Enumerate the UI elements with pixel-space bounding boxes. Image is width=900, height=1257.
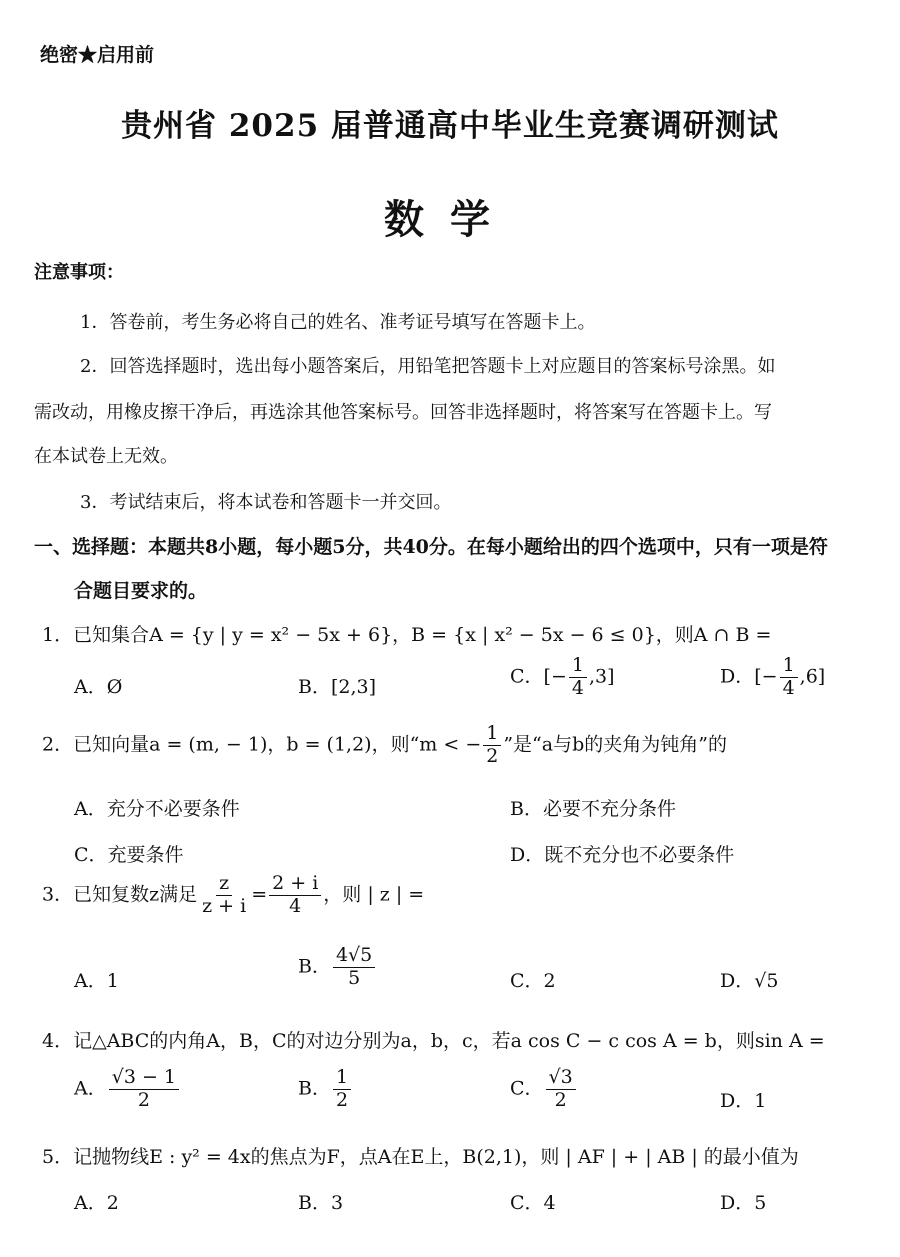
q3-option-c: C．2 <box>510 970 556 992</box>
q4-b-num: 1 <box>333 1068 351 1090</box>
q4-c-fraction <box>546 1068 576 1111</box>
q1-c-den: 4 <box>571 676 584 699</box>
q4-option-b <box>298 1068 353 1111</box>
section-1-heading: 一、选择题：本题共8小题，每小题5分，共40分。在每小题给出的四个选项中，只有一项是符 <box>34 536 828 558</box>
confidential-label: 绝密★启用前 <box>40 44 155 66</box>
note-2-line-2: 需改动，用橡皮擦干净后，再选涂其他答案标号。回答非选择题时，将答案写在答题卡上。写 <box>34 402 772 423</box>
q3-fraction-2 <box>269 874 321 917</box>
q3-stem-prefix: 3．已知复数z满足 <box>42 883 198 906</box>
q1-d-suffix: ,6] <box>799 665 826 688</box>
note-3: 3．考试结束后，将本试卷和答题卡一并交回。 <box>80 492 452 513</box>
q3-fraction-1 <box>199 874 249 917</box>
q5-option-b: B．3 <box>298 1192 344 1214</box>
section-1-heading-cont: 合题目要求的。 <box>74 580 208 602</box>
q5-option-d: D．5 <box>720 1192 767 1214</box>
question-1-stem: 1．已知集合A = {y | y = x² − 5x + 6}，B = {x | x² − 5x − 6 ≤ 0}，则A ∩ B = <box>42 624 772 646</box>
q2-option-c: C．充要条件 <box>74 844 184 866</box>
q4-a-den: 2 <box>137 1088 150 1111</box>
q3-option-b <box>298 946 377 989</box>
q3-f1-num: z <box>216 874 232 896</box>
subject-title: 数学 <box>384 196 516 243</box>
exam-title: 贵州省 2025 届普通高中毕业生竞赛调研测试 <box>121 108 779 144</box>
q4-c-den: 2 <box>554 1088 567 1111</box>
q2-option-b: B．必要不充分条件 <box>510 798 676 820</box>
q3-option-a: A．1 <box>74 970 119 992</box>
q1-option-c <box>510 656 615 699</box>
note-2-line-1: 2．回答选择题时，选出每小题答案后，用铅笔把答题卡上对应题目的答案标号涂黑。如 <box>80 356 776 377</box>
q4-a-fraction <box>109 1068 179 1111</box>
q1-d-num: 1 <box>780 656 798 678</box>
q3-f1-den: z + i <box>202 894 247 917</box>
q1-option-b: B．[2,3] <box>298 676 377 698</box>
q3-b-num: 4√5 <box>333 946 375 968</box>
q1-d-fraction <box>780 656 798 699</box>
q1-c-fraction <box>569 656 587 699</box>
q5-option-a: A．2 <box>74 1192 119 1214</box>
question-5-stem: 5．记抛物线E : y² = 4x的焦点为F，点A在E上，B(2,1)，则 | AF | + | AB | 的最小值为 <box>42 1146 799 1168</box>
q4-option-c <box>510 1068 578 1111</box>
question-2-stem <box>42 724 727 767</box>
q3-stem-suffix: ，则 | z | = <box>323 883 425 906</box>
q3-f2-num: 2 + i <box>269 874 321 896</box>
q2-stem-prefix: 2．已知向量a = (m, − 1)，b = (1,2)，则“m < − <box>42 733 482 756</box>
q3-b-prefix: B． <box>298 955 331 978</box>
q3-option-d: D．√5 <box>720 970 779 992</box>
q4-c-num: √3 <box>546 1068 576 1090</box>
q4-a-num: √3 − 1 <box>109 1068 179 1090</box>
notes-heading: 注意事项： <box>34 262 124 283</box>
q3-b-den: 5 <box>348 966 361 989</box>
q2-stem-suffix: ”是“a与b的夹角为钝角”的 <box>503 733 727 756</box>
q3-equals: = <box>251 883 268 906</box>
q1-d-prefix: D．[− <box>720 665 778 688</box>
q1-option-d <box>720 656 825 699</box>
q4-b-prefix: B． <box>298 1077 331 1100</box>
note-2-line-3: 在本试卷上无效。 <box>34 446 178 467</box>
q2-option-a: A．充分不必要条件 <box>74 798 240 820</box>
q3-f2-den: 4 <box>289 894 302 917</box>
q4-b-fraction <box>333 1068 351 1111</box>
q2-stem-den: 2 <box>486 744 499 767</box>
q3-b-fraction <box>333 946 375 989</box>
q1-c-suffix: ,3] <box>588 665 615 688</box>
q2-stem-num: 1 <box>483 724 501 746</box>
q4-option-d: D．1 <box>720 1090 767 1112</box>
note-1: 1．答卷前，考生务必将自己的姓名、准考证号填写在答题卡上。 <box>80 312 596 333</box>
question-3-stem <box>42 874 424 917</box>
question-4-stem: 4．记△ABC的内角A，B，C的对边分别为a，b，c，若a cos C − c cos A = b，则sin A = <box>42 1030 825 1052</box>
q1-option-a: A．Ø <box>74 676 123 698</box>
q1-c-num: 1 <box>569 656 587 678</box>
q4-b-den: 2 <box>335 1088 349 1111</box>
q1-d-den: 4 <box>782 676 795 699</box>
q1-c-prefix: C．[− <box>510 665 567 688</box>
q4-a-prefix: A． <box>74 1077 107 1100</box>
q5-option-c: C．4 <box>510 1192 556 1214</box>
q4-c-prefix: C． <box>510 1077 544 1100</box>
q2-option-d: D．既不充分也不必要条件 <box>510 844 735 866</box>
q4-option-a <box>74 1068 181 1111</box>
q2-stem-fraction <box>483 724 501 767</box>
